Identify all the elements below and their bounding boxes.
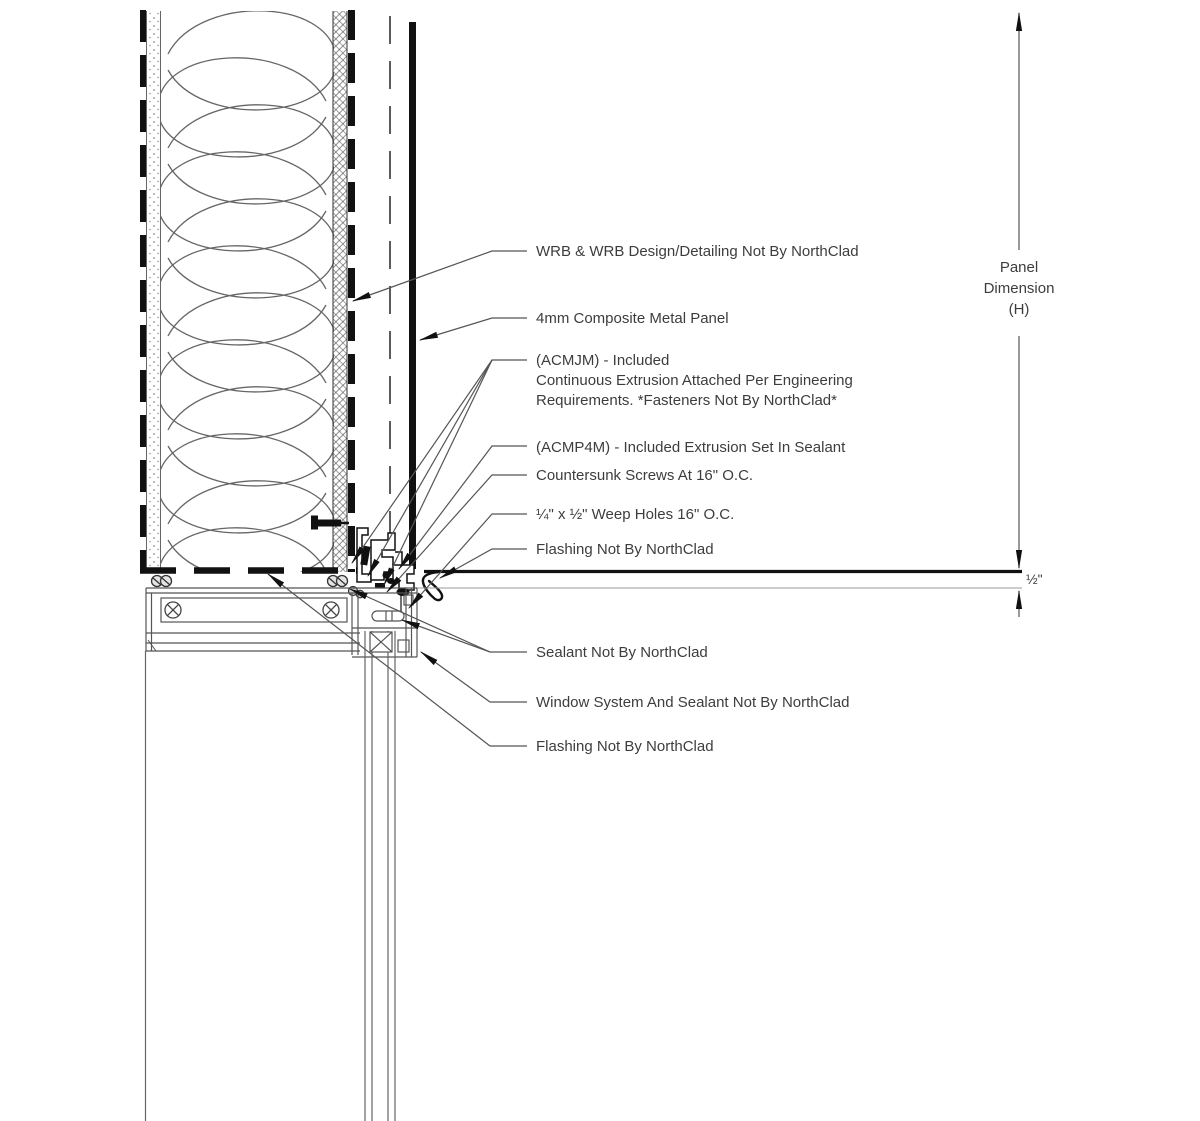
sealant-gasket-mid [328,576,348,587]
leader-flashing-upper [440,549,527,578]
half-inch-dimension-label: ½" [1026,571,1043,587]
exterior-sheathing-hatch-layer [333,11,347,572]
leader-flashing-lower [268,574,527,746]
label-wrb: WRB & WRB Design/Detailing Not By NorthClad [536,243,859,260]
label-panel: 4mm Composite Metal Panel [536,310,729,327]
leader-weep [409,514,527,608]
panel-dimension-word2: Dimension [983,280,1055,297]
leader-acmjm-1 [352,360,527,563]
head-flashing [423,572,1022,601]
glazing-spacer-box [370,632,392,652]
sealant-gasket-left [152,576,172,587]
window-frame-verticals [146,631,396,1121]
label-flashing-lower: Flashing Not By NorthClad [536,738,714,755]
panel-dimension-word3: (H) [1008,301,1030,318]
label-weep: ¼" x ½" Weep Holes 16" O.C. [536,506,735,523]
label-acmjm-line3: Requirements. *Fasteners Not By NorthClad* [536,392,837,409]
frame-screw-left [165,602,181,618]
leader-sealant-1 [402,620,527,652]
batt-insulation [158,11,336,627]
panel-dimension-label [967,257,1071,320]
label-acmp4m: (ACMP4M) - Included Extrusion Set In Sealant [536,439,846,456]
label-acmjm [536,351,853,411]
leader-window-system [421,652,527,702]
label-flashing-upper: Flashing Not By NorthClad [536,541,714,558]
panel-dimension-word1: Panel [999,259,1039,276]
label-sealant: Sealant Not By NorthClad [536,644,708,661]
label-acmjm-line2: Continuous Extrusion Attached Per Engineering [536,372,853,389]
sheathing-stipple-layer [147,11,161,572]
leader-acmjm-3 [384,360,492,585]
leader-panel [420,318,527,340]
frame-screw-right [323,602,339,618]
label-window-system: Window System And Sealant Not By NorthClad [536,694,850,711]
batt-insulation-path [158,11,336,627]
label-acmjm-line1: (ACMJM) - Included [536,352,670,369]
weep-slot [372,611,404,621]
label-countersunk: Countersunk Screws At 16" O.C. [536,467,754,484]
leader-wrb [353,251,527,301]
